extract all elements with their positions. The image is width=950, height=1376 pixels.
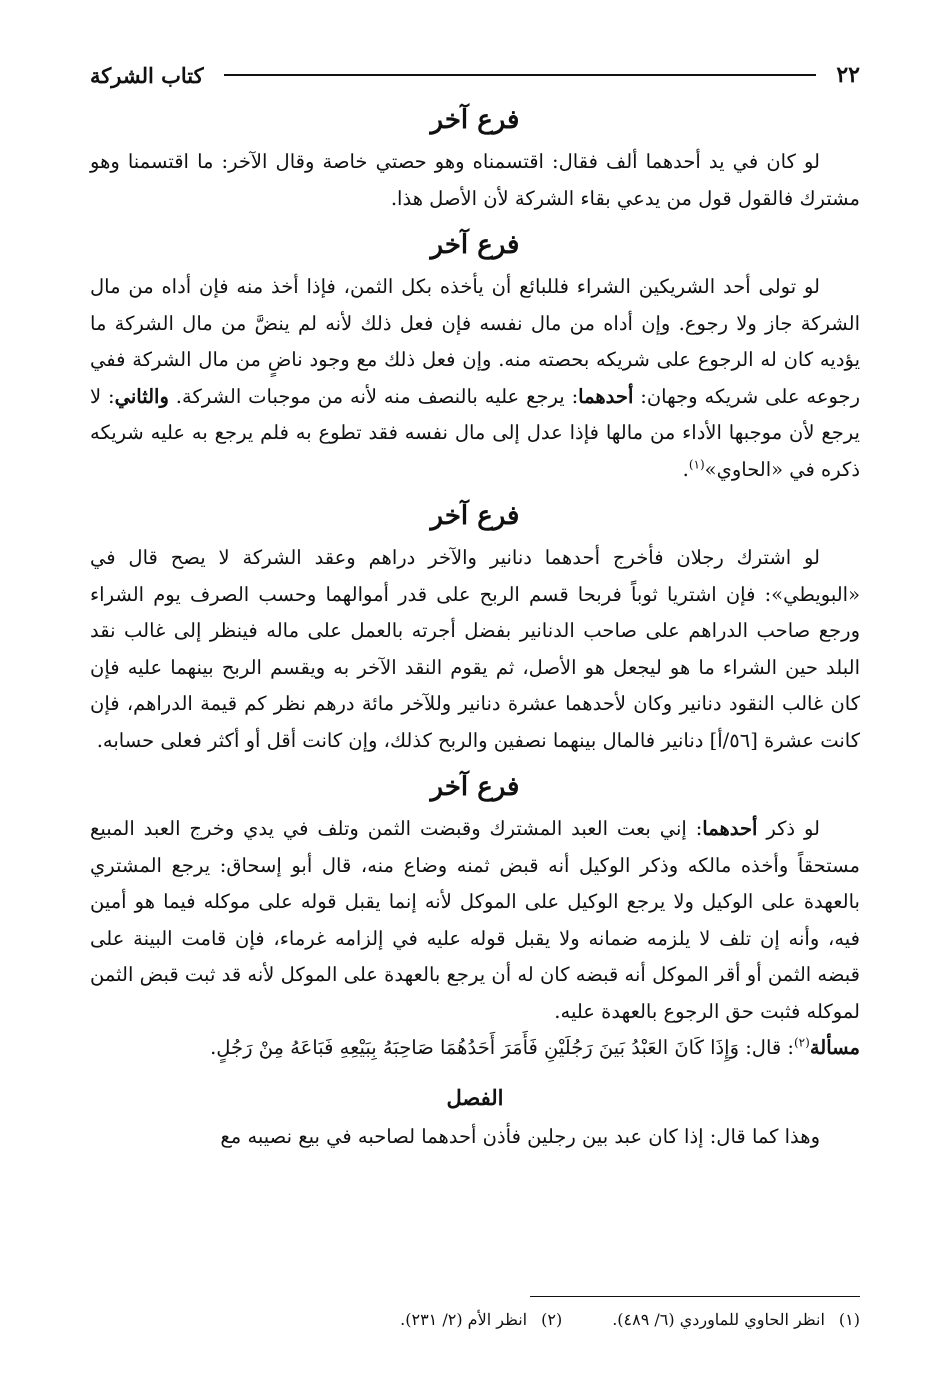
- text-run: : إني بعت العبد المشترك وقبضت الثمن وتلف في يدي وخرج العبد المبيع مستحقاً وأخذه مالكه وذكر الوكيل أنه قبض ثمنه وضاع منه، قال أبو إسحاق: يرجع المشتري بالعهدة على الوكيل ولا يرجع الوكيل على الموكل لأنه إنما يقبل قوله على موكله فيما هو أمين فيه، وأنه إن تلف لا يلزمه ضمانه ولا يقبل قوله عليه في إلزامه غرماء، فإن قامت البينة على قبضه الثمن أو أقر الموكل أنه قبضه كان له أن يرجع بالعهدة على الموكل لأنه قد ثبت قبض الثمن لموكله فثبت حق الرجوع بالعهدة عليه.: [90, 817, 860, 1023]
- fasl-heading: الفصل: [446, 1084, 504, 1110]
- section-heading-1: فرع آخر: [430, 105, 520, 135]
- page-body: [90, 98, 860, 1155]
- footnote-marker-1: (١): [688, 457, 705, 471]
- bold-term-second: والثاني: [114, 384, 169, 408]
- page-number: ٢٢: [836, 62, 860, 88]
- text-run: : لا يرجع لأن موجبها الأداء من مالها فإذا عدل إلى مال نفسه فقد تطوع به فلم يرجع به عليه شريكه ذكره في «الحاوي»: [90, 384, 860, 481]
- section-paragraph-1: لو كان في يد أحدهما ألف فقال: اقتسمناه وهو حصتي خاصة وقال الآخر: ما اقتسمنا وهو مشترك فالقول قول من يدعي بقاء الشركة لأن الأصل هذا.: [90, 150, 860, 210]
- footnote-marker-2: (٢): [793, 1035, 810, 1050]
- header-rule: [224, 74, 817, 76]
- bold-term: أحدهما: [702, 817, 758, 840]
- footnote-1: [612, 1310, 860, 1329]
- fasl-paragraph: وهذا كما قال: إذا كان عبد بين رجلين فأذن أحدهما لصاحبه في بيع نصيبه مع: [220, 1124, 820, 1148]
- page-header: [90, 58, 860, 92]
- text-run: لو تولى أحد الشريكين الشراء فللبائع أن يأخذه بكل الثمن، فإذا أخذ منه فإن أداه من مال الشركة جاز ولا رجوع. وإن أداه من مال نفسه فإن فعل ذلك لأنه لم ينضَّ من مال الشركة ما يؤديه كان له الرجوع على شريكه بحصته منه. وإن فعل ذلك مع وجود ناضٍ من مال الشركة ففي رجوعه على شريكه وجهان:: [90, 275, 861, 408]
- section-paragraph-3: لو اشترك رجلان فأخرج أحدهما دنانير والآخر دراهم وعقد الشركة لا يصح قال في «البويطي»: فإن اشتريا ثوباً فربحا قسم الربح على قدر أموالهما وحسب الصرف يوم الشراء ورجع صاحب الدراهم على صاحب الدنانير بفضل أجرته بالعمل على ماله فينظر إلى غالب نقد البلد حين الشراء ما هو ليجعل هو الأصل، ثم يقوم النقد الآخر به ويقسم الربح بينهما عليه فإن كان غالب النقود دنانير وكان لأحدهما عشرة دنانير وللآخر مائة درهم نظر كم قيمة الدراهم، فإن كانت عشرة [٥٦/أ] دنانير فالمال بينهما نصفين والربح كذلك، وإن كانت أقل أو أكثر فعلى حسابه.: [90, 546, 860, 752]
- section-paragraph-2: [90, 269, 860, 488]
- section-paragraph-4: [90, 811, 860, 1030]
- footnote-number: (١): [838, 1310, 860, 1329]
- footnote-rule: [530, 1296, 860, 1297]
- section-heading-2: فرع آخر: [430, 230, 520, 260]
- text-run: .: [682, 457, 689, 481]
- masala-text: : قال: وَإِذَا كَانَ العَبْدُ بَينَ رَجُلَيْنِ فَأَمَرَ أَحَدُهُمَا صَاحِبَهُ بِبَيْعِهِ فَبَاعَهُ مِنْ رَجُلٍ.: [210, 1036, 794, 1059]
- section-heading-4: فرع آخر: [430, 772, 520, 802]
- masala-paragraph: [90, 1030, 860, 1067]
- text-run: : يرجع عليه بالنصف منه لأنه من موجبات الشركة.: [175, 384, 579, 408]
- running-title: كتاب الشركة: [90, 62, 204, 88]
- footnote-2: [400, 1310, 562, 1329]
- footnotes: [90, 1310, 860, 1329]
- footnote-text: انظر الأم (٢/ ٢٣١).: [400, 1310, 528, 1329]
- section-heading-3: فرع آخر: [430, 501, 520, 531]
- text-run: لو ذكر: [766, 817, 820, 840]
- masala-label: مسألة: [809, 1036, 860, 1059]
- footnote-number: (٢): [541, 1310, 563, 1329]
- footnote-text: انظر الحاوي للماوردي (٦/ ٤٨٩).: [612, 1310, 825, 1329]
- bold-term-first: أحدهما: [578, 384, 634, 408]
